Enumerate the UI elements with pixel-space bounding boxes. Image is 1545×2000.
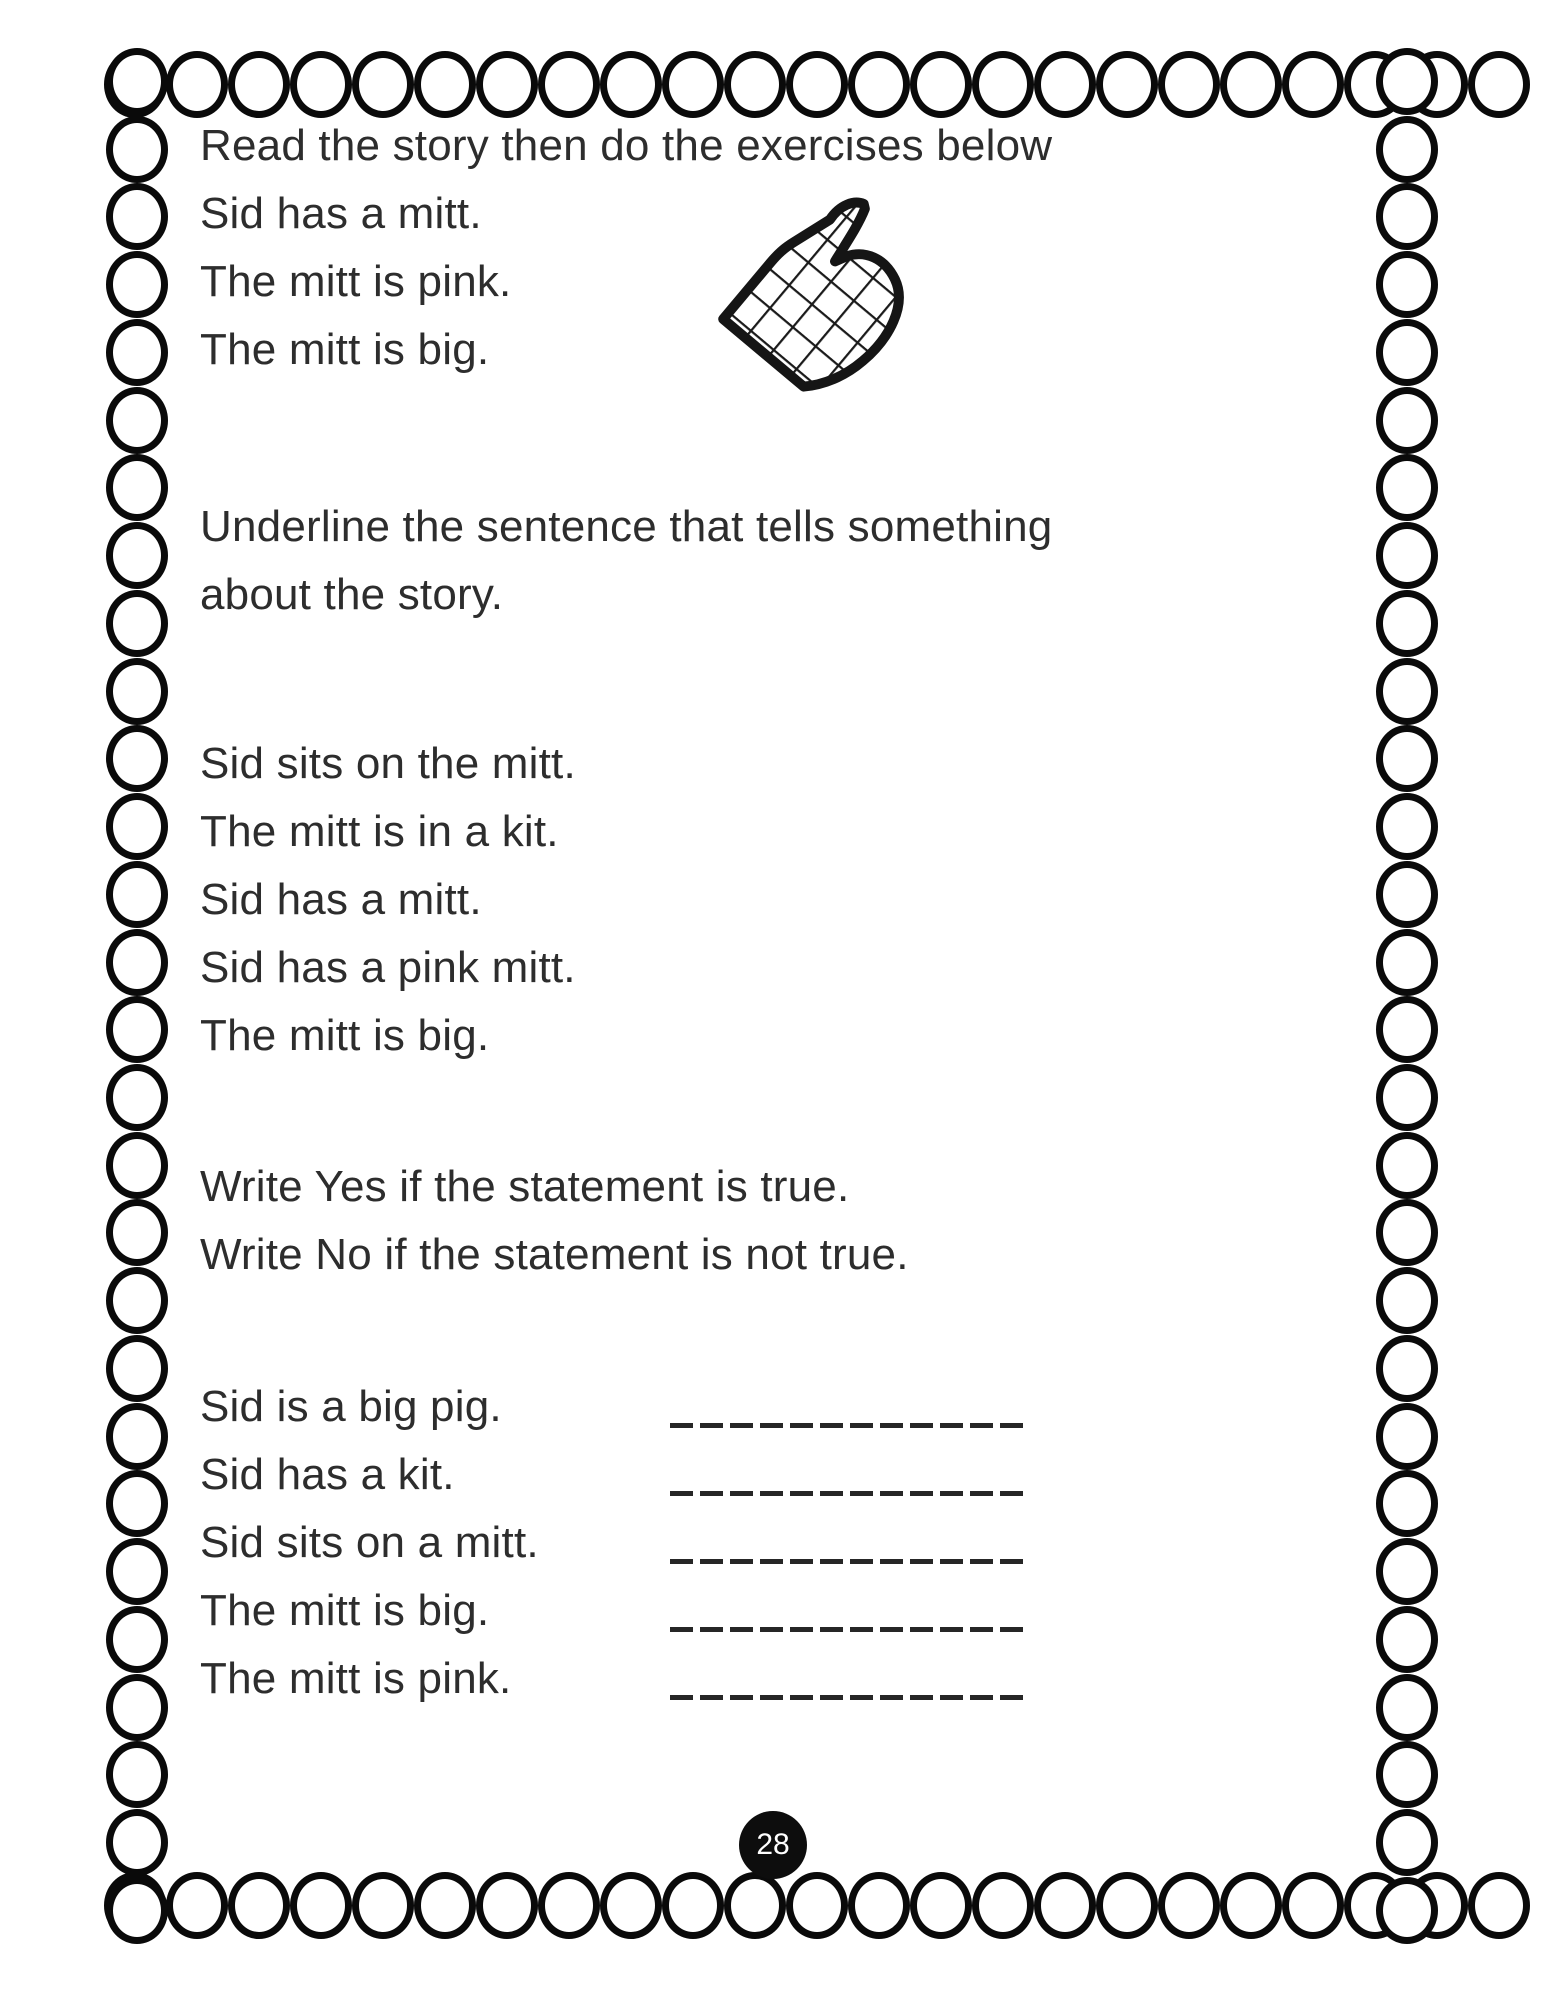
border-ring [1376, 725, 1438, 792]
page-number-badge [739, 1811, 807, 1879]
border-ring [1376, 590, 1438, 657]
border-ring [1376, 387, 1438, 454]
border-ring [106, 725, 168, 792]
sentence-options [200, 730, 1380, 1070]
border-ring [228, 1872, 290, 1939]
border-ring [786, 1872, 848, 1939]
border-ring [1376, 1199, 1438, 1266]
border-ring [786, 51, 848, 118]
border-ring [1376, 1877, 1438, 1944]
border-ring [1282, 51, 1344, 118]
border-ring [352, 1872, 414, 1939]
border-ring [166, 51, 228, 118]
yes-no-instruction [200, 1153, 1380, 1289]
border-ring [106, 251, 168, 318]
border-ring [1376, 1741, 1438, 1808]
border-ring [1376, 1335, 1438, 1402]
border-ring [1158, 51, 1220, 118]
statement-text: Sid sits on a mitt. [200, 1518, 539, 1567]
border-ring [1376, 1470, 1438, 1537]
border-ring [414, 51, 476, 118]
border-ring [166, 1872, 228, 1939]
border-ring [724, 51, 786, 118]
border-ring [538, 51, 600, 118]
border-ring [1158, 1872, 1220, 1939]
border-ring [352, 51, 414, 118]
border-ring [1468, 51, 1530, 118]
answer-blank[interactable] [670, 1559, 1027, 1564]
statement-row [200, 1441, 1380, 1509]
border-ring [106, 454, 168, 521]
border-ring [106, 1877, 168, 1944]
border-ring [106, 522, 168, 589]
border-ring [972, 1872, 1034, 1939]
border-ring [662, 51, 724, 118]
border-ring [1034, 51, 1096, 118]
border-ring [1376, 183, 1438, 250]
border-ring [290, 1872, 352, 1939]
answer-blank[interactable] [670, 1423, 1027, 1428]
spacer [200, 629, 1380, 730]
border-ring [600, 1872, 662, 1939]
border-ring [106, 319, 168, 386]
border-ring [106, 387, 168, 454]
border-ring [106, 590, 168, 657]
border-ring [1376, 319, 1438, 386]
border-ring [1376, 454, 1438, 521]
border-ring [106, 1470, 168, 1537]
border-ring [1034, 1872, 1096, 1939]
underline-instruction-line: Underline the sentence that tells something [200, 502, 1053, 551]
underline-instruction [200, 493, 1380, 629]
border-ring [106, 1538, 168, 1605]
border-ring [972, 51, 1034, 118]
border-ring [724, 1872, 786, 1939]
statement-text: Sid has a kit. [200, 1450, 455, 1499]
border-ring [106, 1132, 168, 1199]
statement-list [200, 1373, 1380, 1713]
border-ring [600, 51, 662, 118]
border-ring [1376, 1606, 1438, 1673]
border-ring [228, 51, 290, 118]
border-ring [106, 1606, 168, 1673]
border-ring [1376, 251, 1438, 318]
border-ring [848, 51, 910, 118]
spacer [200, 1070, 1380, 1153]
statement-text: The mitt is big. [200, 1586, 490, 1635]
border-ring [1376, 1267, 1438, 1334]
yes-no-instruction-line: Write Yes if the statement is true. [200, 1162, 850, 1211]
answer-blank[interactable] [670, 1627, 1027, 1632]
border-ring [1376, 1403, 1438, 1470]
spacer [200, 1289, 1380, 1373]
answer-blank[interactable] [670, 1491, 1027, 1496]
border-ring-row-top [104, 51, 1439, 119]
border-ring [106, 793, 168, 860]
border-ring [290, 51, 352, 118]
statement-row [200, 1509, 1380, 1577]
statement-row [200, 1577, 1380, 1645]
border-ring [106, 1809, 168, 1876]
border-ring [1376, 1674, 1438, 1741]
statement-row [200, 1645, 1380, 1713]
sentence-option[interactable]: The mitt is in a kit. [200, 807, 559, 856]
story-line: Sid has a mitt. [200, 189, 482, 238]
border-ring [476, 1872, 538, 1939]
border-ring [1282, 1872, 1344, 1939]
statement-row [200, 1373, 1380, 1441]
border-ring [106, 996, 168, 1063]
border-ring [910, 51, 972, 118]
border-ring [1376, 48, 1438, 115]
border-ring [1376, 996, 1438, 1063]
border-ring [106, 1064, 168, 1131]
border-ring [106, 658, 168, 725]
border-ring-col-left [106, 48, 169, 1944]
statement-text: The mitt is pink. [200, 1654, 512, 1703]
yes-no-instruction-line: Write No if the statement is not true. [200, 1230, 909, 1279]
statement-text: Sid is a big pig. [200, 1382, 502, 1431]
border-ring [476, 51, 538, 118]
border-ring [1376, 116, 1438, 183]
border-ring [106, 929, 168, 996]
border-ring [1376, 1538, 1438, 1605]
border-ring [1468, 1872, 1530, 1939]
border-ring [538, 1872, 600, 1939]
border-ring [1376, 1064, 1438, 1131]
border-ring [106, 1335, 168, 1402]
worksheet-content [200, 112, 1380, 1713]
border-ring [1376, 658, 1438, 725]
border-ring [1376, 793, 1438, 860]
border-ring [106, 1674, 168, 1741]
border-ring [106, 48, 168, 115]
border-ring [106, 116, 168, 183]
border-ring-col-right [1376, 48, 1439, 1944]
spacer [200, 384, 1380, 493]
story-block [200, 180, 1380, 384]
border-ring [1376, 522, 1438, 589]
sentence-option[interactable]: The mitt is big. [200, 1011, 490, 1060]
page-number: 28 [756, 1828, 790, 1861]
border-ring [1096, 51, 1158, 118]
border-ring [1096, 1872, 1158, 1939]
story-line: The mitt is big. [200, 325, 490, 374]
answer-blank[interactable] [670, 1695, 1027, 1700]
story-line: The mitt is pink. [200, 257, 512, 306]
border-ring [106, 1199, 168, 1266]
border-ring [848, 1872, 910, 1939]
sentence-option[interactable]: Sid has a pink mitt. [200, 943, 576, 992]
border-ring [1220, 51, 1282, 118]
underline-instruction-line: about the story. [200, 570, 504, 619]
border-ring [1376, 861, 1438, 928]
sentence-option[interactable]: Sid sits on the mitt. [200, 739, 576, 788]
border-ring-row-bottom [104, 1872, 1439, 1940]
border-ring [1376, 929, 1438, 996]
border-ring [106, 183, 168, 250]
border-ring [1376, 1132, 1438, 1199]
border-ring [662, 1872, 724, 1939]
border-ring [1376, 1809, 1438, 1876]
sentence-option[interactable]: Sid has a mitt. [200, 875, 482, 924]
border-ring [1220, 1872, 1282, 1939]
border-ring [106, 1741, 168, 1808]
border-ring [106, 861, 168, 928]
border-ring [106, 1403, 168, 1470]
border-ring [106, 1267, 168, 1334]
page-title: Read the story then do the exercises below [200, 121, 1053, 170]
border-ring [910, 1872, 972, 1939]
border-ring [414, 1872, 476, 1939]
